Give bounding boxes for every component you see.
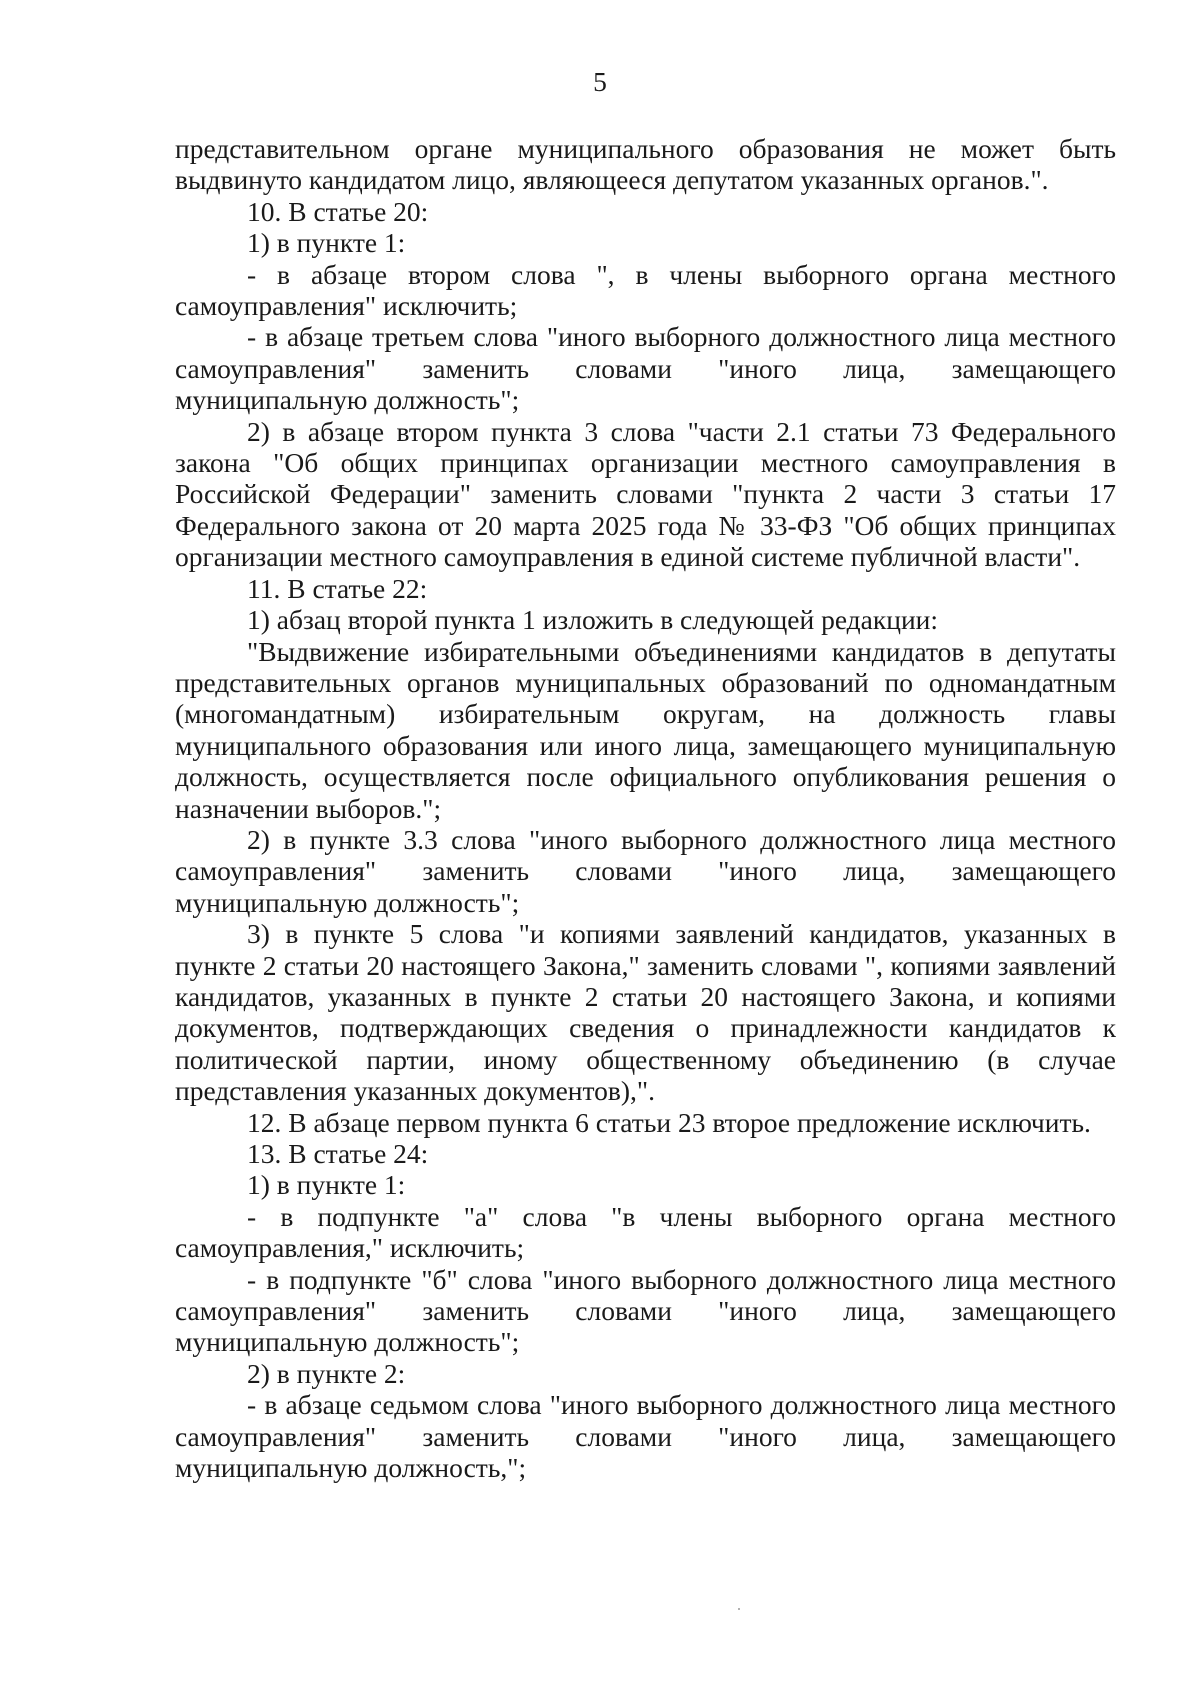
paragraph-item-13-2: 2) в пункте 2:	[247, 1357, 406, 1389]
paragraph-item-13: 13. В статье 24:	[247, 1138, 429, 1169]
paragraph-item-13-1-a: - в подпункте "а" слова "в члены выборного органа местного самоуправления," исключить;	[175, 1200, 1116, 1264]
paragraph-item-10-2: 2) в абзаце втором пункта 3 слова "части 2.1 статьи 73 Федерального закона "Об общих принципах организации местного самоуправления в Российской Федерации" заменить словами "пункта 2 части 3 статьи 17 Федерального закона от 20 марта 2025 года № 33-ФЗ "Об общих принципах организации местного самоуправления в единой системе публичной власти".	[175, 415, 1116, 573]
paragraph-item-10-1: 1) в пункте 1:	[247, 227, 406, 259]
paragraph-item-11-1-quote: "Выдвижение избирательными объединениями кандидатов в депутаты представительных органов муниципальных образований по одномандатным (многомандатным) избирательным округам, на должность главы муниципального образования или иного лица, замещающего муниципальную должность, осуществляется после официального опубликования решения о назначении выборов.";	[175, 635, 1116, 824]
paragraph-item-10-1-b: - в абзаце третьем слова "иного выборного должностного лица местного самоуправления" заменить словами "иного лица, замещающего муниципальную должность";	[175, 321, 1116, 416]
paragraph-item-13-1: 1) в пункте 1:	[247, 1169, 406, 1201]
scan-speck	[738, 1608, 740, 1610]
paragraph-item-11-1: 1) абзац второй пункта 1 изложить в следующей редакции:	[247, 604, 939, 636]
page-number: 5	[593, 66, 607, 97]
paragraph-item-10-1-a: - в абзаце втором слова ", в члены выборного органа местного самоуправления" исключить;	[175, 258, 1116, 322]
paragraph-item-12: 12. В абзаце первом пункта 6 статьи 23 второе предложение исключить.	[247, 1106, 1091, 1138]
paragraph-continuation: представительном органе муниципального образования не может быть выдвинуто кандидатом лицо, являющееся депутатом указанных органов.".	[175, 133, 1116, 196]
paragraph-item-11-2: 2) в пункте 3.3 слова "иного выборного должностного лица местного самоуправления" заменить словами "иного лица, замещающего муниципальную должность";	[175, 823, 1116, 918]
document-body	[175, 133, 1116, 1483]
paragraph-item-13-2-a: - в абзаце седьмом слова "иного выборного должностного лица местного самоуправления" заменить словами "иного лица, замещающего муниципальную должность,";	[175, 1389, 1116, 1484]
paragraph-item-11-3: 3) в пункте 5 слова "и копиями заявлений кандидатов, указанных в пункте 2 статьи 20 настоящего Закона," заменить словами ", копиями заявлений кандидатов, указанных в пункте 2 статьи 20 настоящего Закона, и копиями документов, подтверждающих сведения о принадлежности кандидатов к политической партии, иному общественному объединению (в случае представления указанных документов),".	[175, 918, 1116, 1107]
paragraph-item-11: 11. В статье 22:	[247, 572, 428, 604]
paragraph-item-13-1-b: - в подпункте "б" слова "иного выборного должностного лица местного самоуправления" заменить словами "иного лица, замещающего муниципальную должность";	[175, 1263, 1116, 1358]
paragraph-item-10: 10. В статье 20:	[247, 195, 429, 227]
